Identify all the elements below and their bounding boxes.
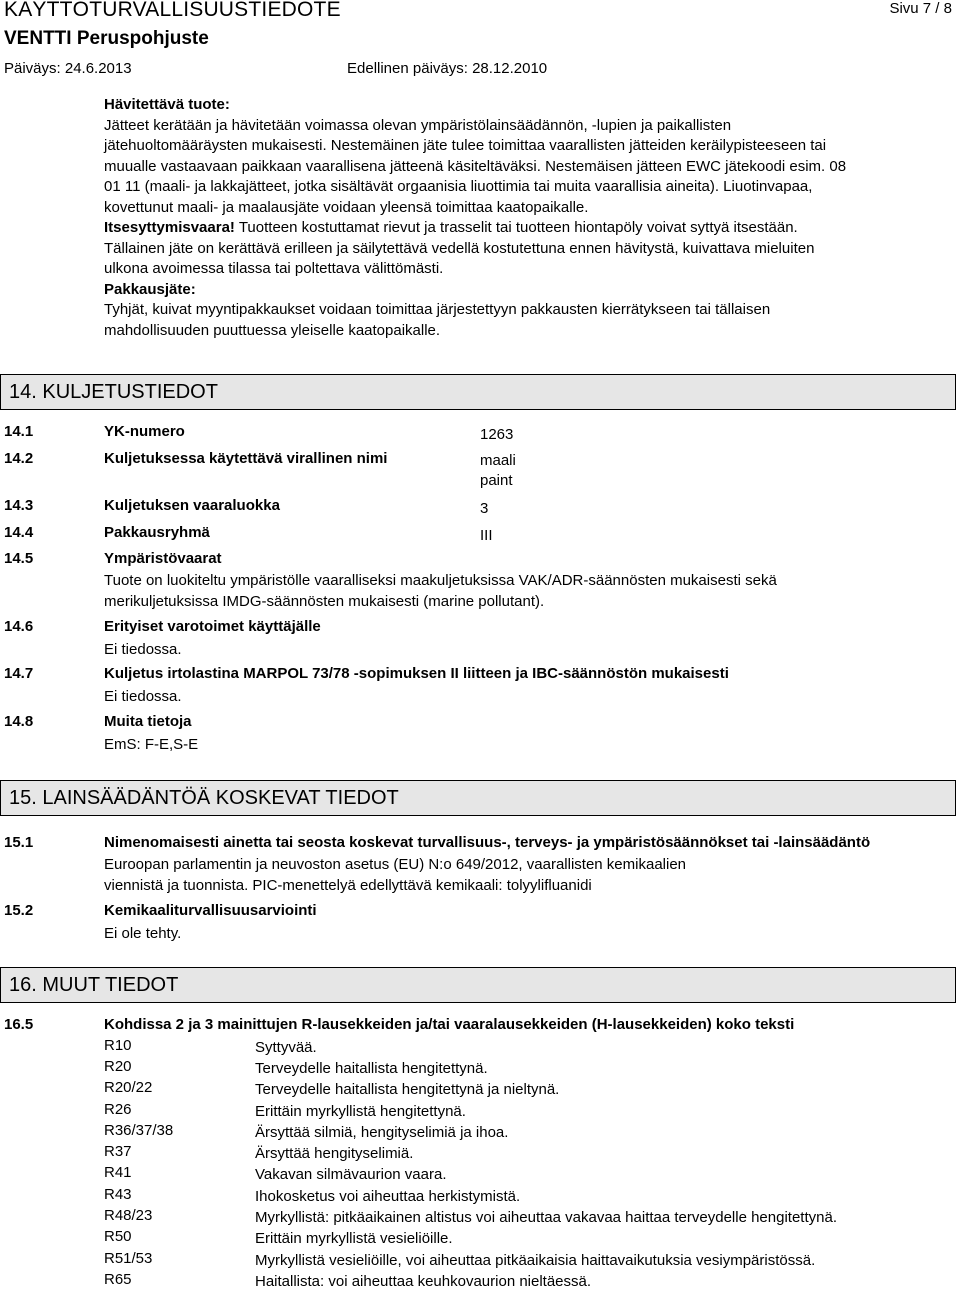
regulation-text xyxy=(104,855,954,896)
r-phrase-text: Erittäin myrkyllistä vesieliöille. xyxy=(255,1230,453,1247)
item-number: 15.2 xyxy=(4,902,34,919)
packaging-line: mahdollisuuden puuttuessa yleiselle kaatopaikalle. xyxy=(104,321,441,339)
disposal-line: Jätteet kerätään ja hävitetään voimassa olevan ympäristölainsäädännön, -lupien ja paikallisten xyxy=(104,116,732,134)
item-label: Ympäristövaarat xyxy=(104,550,222,567)
previous-date: Edellinen päiväys: 28.12.2010 xyxy=(347,60,548,77)
packing-group-value: III xyxy=(480,527,493,544)
r-phrase-text: Erittäin myrkyllistä hengitettynä. xyxy=(255,1103,466,1120)
text-line: Tuote on luokiteltu ympäristölle vaaralliseksi maakuljetuksissa VAK/ADR-säännösten mukaisesti sekä xyxy=(104,572,777,589)
r-phrase-text: Terveydelle haitallista hengitettynä ja nieltynä. xyxy=(255,1081,560,1098)
page-number: Sivu 7 / 8 xyxy=(889,0,952,17)
r-phrase-code: R36/37/38 xyxy=(104,1122,174,1139)
environmental-hazards-text xyxy=(104,571,954,612)
disposal-line: kovettunut maali- ja maalausjäte voidaan yleensä toimittaa kaatopaikalle. xyxy=(104,198,589,216)
disposal-heading: Hävitettävä tuote: xyxy=(104,96,230,113)
fire-warning-text: Tuotteen kostuttamat rievut ja trasselit tai tuotteen hiontapöly voivat syttyä itsestään. xyxy=(234,219,798,236)
r-phrase-code: R20 xyxy=(104,1058,132,1075)
section-14-title: 14. KULJETUSTIEDOT xyxy=(0,374,956,410)
r-phrase-code: R37 xyxy=(104,1143,132,1160)
r-phrase-code: R41 xyxy=(104,1164,132,1181)
hazard-class-value: 3 xyxy=(480,500,489,517)
un-number-value: 1263 xyxy=(480,426,514,443)
document-title: KÄYTTÖTURVALLISUUSTIEDOTE xyxy=(4,0,341,21)
r-phrase-text: Ärsyttää hengityselimiä. xyxy=(255,1145,414,1162)
item-number: 14.8 xyxy=(4,713,34,730)
item-label: Kuljetus irtolastina MARPOL 73/78 -sopimuksen II liitteen ja IBC-säännöstön mukaisesti xyxy=(104,665,729,682)
r-phrase-text: Myrkyllistä vesieliöille, voi aiheuttaa pitkäaikaisia haittavaikutuksia vesiympäristössä. xyxy=(255,1252,816,1269)
disposal-line: Tällainen jäte on kerättävä erilleen ja säilytettävä vedellä kostutettuna ennen hävitystä, kuivattava mieluiten xyxy=(104,239,815,257)
item-number: 16.5 xyxy=(4,1016,34,1033)
item-number: 14.1 xyxy=(4,423,34,440)
r-phrase-code: R65 xyxy=(104,1271,132,1288)
item-number: 14.7 xyxy=(4,665,34,682)
item-label: Kuljetuksen vaaraluokka xyxy=(104,497,280,514)
r-phrase-code: R48/23 xyxy=(104,1207,153,1224)
r-phrase-code: R51/53 xyxy=(104,1250,153,1267)
text-line: viennistä ja tuonnista. PIC-menettelyä edellyttävä kemikaali: tolyylifluanidi xyxy=(104,876,592,894)
item-label: Kuljetuksessa käytettävä virallinen nimi xyxy=(104,450,388,467)
packaging-heading: Pakkausjäte: xyxy=(104,280,196,298)
disposal-line: ulkona avoimessa tilassa tai poltettava välittömästi. xyxy=(104,260,444,277)
item-label: Erityiset varotoimet käyttäjälle xyxy=(104,618,321,635)
r-phrase-text: Haitallista: voi aiheuttaa keuhkovaurion nieltäessä. xyxy=(255,1273,592,1290)
item-label: YK-numero xyxy=(104,423,185,440)
r-phrase-code: R26 xyxy=(104,1101,132,1118)
r-phrase-text: Ihokosketus voi aiheuttaa herkistymistä. xyxy=(255,1188,521,1205)
disposal-section xyxy=(104,95,954,341)
disposal-line: jätehuoltomääräysten mukaisesti. Nestemäinen jäte tulee toimittaa vaarallisten jätteiden keräilypisteeseen tai xyxy=(104,137,827,154)
item-label: Pakkausryhmä xyxy=(104,524,210,541)
item-number: 14.4 xyxy=(4,524,34,541)
item-number: 14.5 xyxy=(4,550,34,567)
item-text: Ei tiedossa. xyxy=(104,688,182,705)
item-label: Kemikaaliturvallisuusarviointi xyxy=(104,902,317,919)
text-line: Euroopan parlamentin ja neuvoston asetus (EU) N:o 649/2012, vaarallisten kemikaalien xyxy=(104,856,687,873)
fire-warning xyxy=(104,218,954,239)
shipping-name-en: paint xyxy=(480,472,513,489)
r-phrase-code: R43 xyxy=(104,1186,132,1203)
item-label: Nimenomaisesti ainetta tai seosta koskevat turvallisuus-, terveys- ja ympäristösäännökset tai -lainsäädäntö xyxy=(104,834,871,851)
product-name: VENTTI Peruspohjuste xyxy=(4,28,209,49)
section-16-title: 16. MUUT TIEDOT xyxy=(0,967,956,1003)
r-phrase-text: Terveydelle haitallista hengitettynä. xyxy=(255,1060,488,1077)
section-15-title: 15. LAINSÄÄDÄNTÖÄ KOSKEVAT TIEDOT xyxy=(0,780,956,816)
item-text: Ei tiedossa. xyxy=(104,641,182,658)
disposal-line: 01 11 (maali- ja lakkajätteet, jotka sisältävät orgaanisia liuottimia tai muita vaarallisia aineita). Liuotinvapaa, xyxy=(104,178,813,195)
shipping-name-fi: maali xyxy=(480,452,516,469)
r-phrase-code: R50 xyxy=(104,1228,132,1245)
item-number: 14.3 xyxy=(4,497,34,514)
r-phrase-text: Vakavan silmävaurion vaara. xyxy=(255,1166,447,1183)
text-line: merikuljetuksissa IMDG-säännösten mukaisesti (marine pollutant). xyxy=(104,592,545,610)
item-text: EmS: F-E,S-E xyxy=(104,736,199,753)
r-phrase-text: Myrkyllistä: pitkäaikainen altistus voi aiheuttaa vakavaa haittaa terveydelle hengitettynä. xyxy=(255,1209,837,1226)
item-text: Ei ole tehty. xyxy=(104,925,182,942)
r-phrase-code: R10 xyxy=(104,1037,132,1054)
r-phrase-code: R20/22 xyxy=(104,1079,153,1096)
item-label: Kohdissa 2 ja 3 mainittujen R-lausekkeiden ja/tai vaaralausekkeiden (H-lausekkeiden) koko teksti xyxy=(104,1016,795,1033)
r-phrase-text: Ärsyttää silmiä, hengityselimiä ja ihoa. xyxy=(255,1124,509,1141)
item-label: Muita tietoja xyxy=(104,713,192,730)
r-phrase-text: Syttyvää. xyxy=(255,1039,317,1056)
issue-date: Päiväys: 24.6.2013 xyxy=(4,60,132,77)
item-number: 15.1 xyxy=(4,834,34,851)
fire-warning-label: Itsesyttymisvaara! xyxy=(104,219,235,236)
item-number: 14.2 xyxy=(4,450,34,467)
disposal-line: muualle vastaavaan paikkaan vaarallisena jätteenä käsiteltäväksi. Nestemäisen jätteen EWC jätekoodi esim. 08 xyxy=(104,157,847,175)
item-number: 14.6 xyxy=(4,618,34,635)
packaging-line: Tyhjät, kuivat myyntipakkaukset voidaan toimittaa järjestettyyn pakkausten kierrätykseen tai tällaisen xyxy=(104,301,771,318)
